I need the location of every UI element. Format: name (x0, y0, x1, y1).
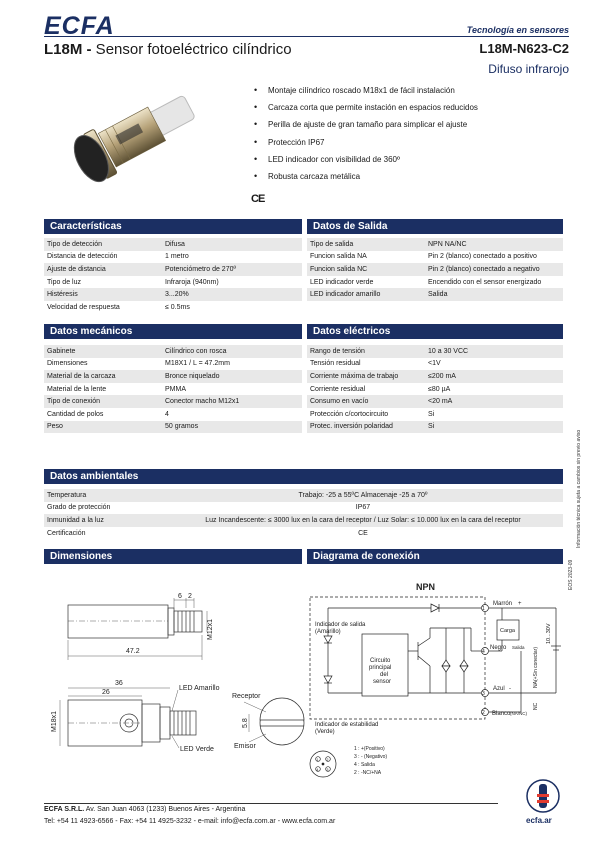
feature-item: • LED indicador con visibilidad de 360º (254, 155, 554, 172)
table-row: Tensión residual <1V (310, 360, 441, 368)
side-code: EOS 2023-09 (568, 559, 574, 590)
pin-1: 1 (482, 606, 485, 612)
circuit-line-2: principal (369, 665, 392, 671)
table-row: Corriente máxima de trabajo ≤200 mA (307, 370, 563, 383)
section-header-salida: Datos de Salida (307, 219, 563, 234)
feature-item: • Carcaza corta que permite instación en espacios reducidos (254, 103, 554, 120)
connector-pin: 2 (326, 758, 329, 762)
dim-m12: M12x1 (207, 618, 214, 640)
pin-3: 3 (482, 691, 485, 697)
npn-title: NPN (416, 582, 436, 592)
connector-pin: 1 (316, 758, 319, 762)
tagline: Tecnología en sensores (466, 25, 569, 35)
table-row: Peso 50 gramos (44, 421, 302, 434)
page-subtitle: Difuso infrarojo (488, 62, 569, 76)
dim-36: 36 (115, 680, 123, 687)
product-photo (62, 80, 212, 200)
table-row (44, 433, 302, 446)
table-electricos (307, 345, 563, 446)
table-mecanicos (44, 345, 302, 446)
table-row: Material de la lente PMMA (47, 385, 186, 393)
section-header-conexion: Diagrama de conexión (307, 549, 563, 564)
table-caracteristicas (44, 238, 302, 314)
pin-legend-2: 3 : - (Negativo) (354, 754, 388, 760)
pin-legend-3: 4 : Salida (354, 762, 375, 768)
table-row: Inmunidad a la luz Luz Incandescente: ≤ 3000 lux en la cara del receptor / Luz Solar: ≤ 10.000 lux en la cara del receptor (44, 514, 563, 527)
circuit-line-4: sensor (373, 679, 392, 685)
connector-pin: 4 (316, 768, 319, 772)
label-receptor: Receptor (232, 693, 261, 700)
feature-item: • Robusta carcaza metálica (254, 172, 554, 189)
pin-legend-1: 1 : +(Positivo) (354, 746, 385, 752)
feature-item: • Montaje cilíndrico roscado M18x1 de fácil instalación (254, 86, 554, 103)
section-header-electricos: Datos eléctricos (307, 324, 563, 339)
table-row: Rango de tensión 10 a 30 VCC (307, 345, 563, 358)
table-row (307, 433, 563, 446)
label-nc: NC (533, 702, 539, 710)
label-salida: Salida (512, 645, 525, 650)
table-row: Cantidad de polos 4 (47, 410, 169, 418)
pin-legend-4: 2 : -NC/+NA (354, 770, 382, 776)
label-voltage: 10...30V (546, 623, 552, 644)
section-header-mecanicos: Datos mecánicos (44, 324, 302, 339)
table-row: Velocidad de respuesta ≤ 0.5ms (47, 303, 190, 311)
table-row: Funcion salida NC Pin 2 (blanco) conectado a negativo (307, 263, 563, 276)
label-emisor: Emisor (234, 743, 256, 750)
table-row: Material de la carcaza Bronce niquelado (44, 370, 302, 383)
section-header-ambientales: Datos ambientales (44, 469, 563, 484)
table-row: Ajuste de distancia Potenciómetro de 270º (44, 263, 302, 276)
dim-26: 26 (102, 689, 110, 696)
section-header-dimensiones: Dimensiones (44, 549, 302, 564)
ecfa-badge-label: ecfa.ar (526, 816, 552, 825)
table-row: LED indicador verde Encendido con el sensor energizado (310, 278, 542, 286)
label-na: NA(+Sin conectar) (533, 647, 539, 688)
brand-logo: ECFA (44, 12, 115, 40)
table-row: Tipo de salida NPN NA/NC (307, 238, 563, 251)
dimensions-drawing (44, 580, 306, 760)
connection-diagram (306, 576, 564, 786)
table-row: Tipo de conexión Conector macho M12x1 (44, 395, 302, 408)
label-negro: Negro (490, 645, 507, 651)
table-row: Corriente residual ≤80 µA (310, 385, 451, 393)
table-row: LED indicador amarillo Salida (307, 288, 563, 301)
label-ind-estab-color: (Verde) (315, 729, 335, 735)
side-note: Información técnica sujeta a cambios sin previo aviso (576, 429, 582, 548)
table-row: Certificación CE (47, 529, 368, 537)
table-row: Temperatura Trabajo: -25 a 55ºC Almacenaje -25 a 70º (44, 489, 563, 502)
ce-mark: CE (251, 193, 265, 205)
circuit-line-1: Circuito (370, 658, 391, 664)
circuit-line-3: del (380, 672, 389, 678)
label-ind-salida: Indicador de salida (315, 622, 366, 628)
label-minus: - (509, 686, 511, 692)
table-row: Tipo de detección Difusa (44, 238, 302, 251)
pin-2: 2 (482, 710, 485, 716)
table-row: Protec. inversión polaridad Si (307, 421, 563, 434)
feature-item: • Perilla de ajuste de gran tamaño para simplicar el ajuste (254, 120, 554, 137)
label-plus: + (518, 601, 522, 607)
label-blanco: Blanco (492, 711, 511, 717)
footer-contact: Tel: +54 11 4923-6566 - Fax: +54 11 4925-3232 - e-mail: info@ecfa.com.ar - www.ecfa.com.ar (44, 818, 336, 825)
footer-address: ECFA S.R.L. Av. San Juan 4063 (1233) Buenos Aires - Argentina (44, 806, 246, 813)
dim-58: 5.8 (242, 718, 249, 728)
feature-list (254, 86, 554, 189)
table-row: Grado de protección IP67 (47, 504, 371, 512)
label-marron: Marrón (493, 601, 513, 607)
pin-4: 4 (482, 649, 485, 655)
dim-47: 47.2 (126, 648, 140, 655)
label-led-amarillo: LED Amarillo (179, 685, 220, 692)
label-ind-salida-color: (Amarillo) (315, 629, 341, 635)
connector-pin: 3 (326, 768, 329, 772)
label-azul: Azul (493, 686, 505, 692)
table-row: Tipo de luz Infraroja (940nm) (47, 278, 219, 286)
table-row: Histéresis 3...20% (44, 288, 302, 301)
dim-6: 6 (178, 593, 182, 600)
header-divider (44, 36, 569, 37)
dim-2: 2 (188, 593, 192, 600)
feature-item: • Protección IP67 (254, 138, 554, 155)
table-row: Distancia de detección 1 metro (47, 253, 189, 261)
table-row: Funcion salida NA Pin 2 (blanco) conectado a positivo (310, 253, 537, 261)
section-header-caracteristicas: Características (44, 219, 302, 234)
label-ind-estab: Indicador de estabilidad (315, 722, 379, 728)
table-ambientales (44, 489, 563, 539)
label-led-verde: LED Verde (180, 746, 214, 753)
label-carga: Carga (500, 628, 515, 634)
table-salida (307, 238, 563, 301)
table-row: Protección c/cortocircuito Si (310, 410, 435, 418)
table-row: Dimensiones M18X1 / L = 47.2mm (47, 360, 230, 368)
table-row: Gabinete Cilíndrico con rosca (44, 345, 302, 358)
footer-divider (44, 803, 498, 804)
dim-m18: M18x1 (51, 710, 58, 732)
model-code: L18M-N623-C2 (479, 41, 569, 56)
page-title: L18M - Sensor fotoeléctrico cilíndrico (44, 41, 292, 58)
label-nanc: (NA/NC) (510, 711, 527, 716)
ecfa-badge-icon (526, 776, 560, 816)
table-row: Consumo en vacío <20 mA (307, 395, 563, 408)
